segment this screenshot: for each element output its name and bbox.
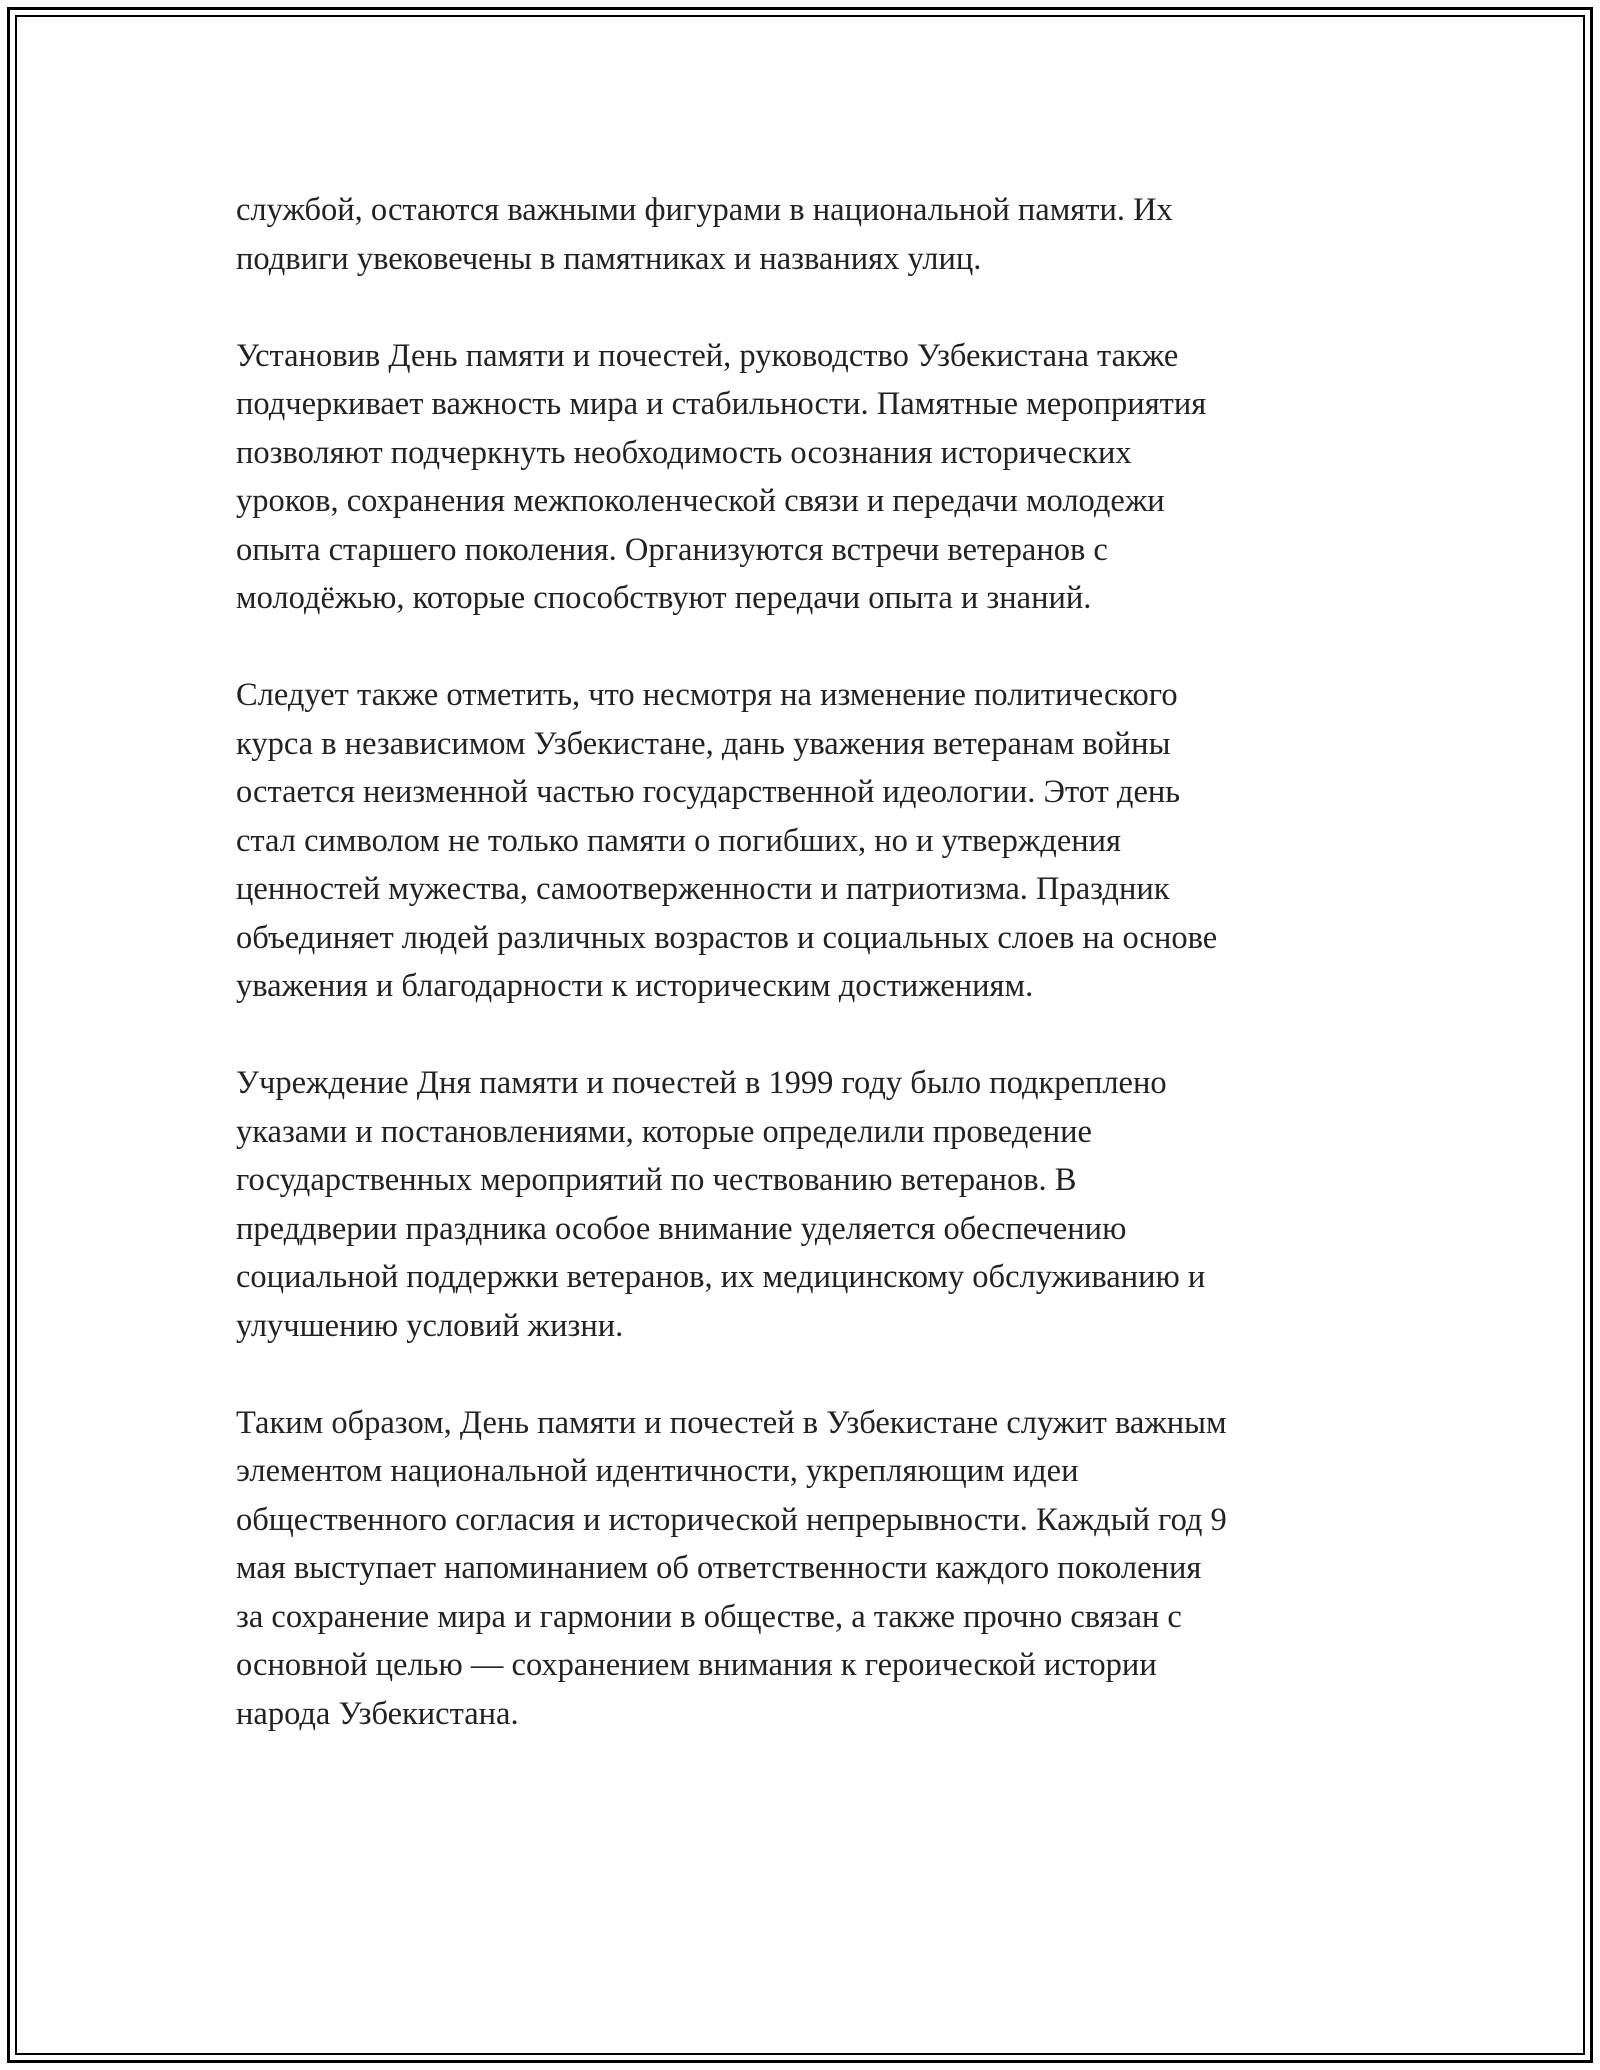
text-line: объединяет людей различных возрастов и социальных слоев на основе <box>236 919 1218 956</box>
text-line: курса в независимом Узбекистане, дань уважения ветеранам войны <box>236 725 1171 762</box>
paragraph-4 <box>236 1059 1386 1350</box>
paragraph-5 <box>236 1399 1386 1739</box>
text-line: элементом национальной идентичности, укрепляющим идеи <box>236 1453 1079 1489</box>
text-line: преддверии праздника особое внимание уделяется обеспечению <box>236 1210 1127 1247</box>
text-line: Учреждение Дня памяти и почестей в 1999 году было подкреплено <box>236 1065 1167 1101</box>
text-line: ценностей мужества, самоотверженности и патриотизма. Праздник <box>236 871 1170 907</box>
text-line: уроков, сохранения межпоколенческой связи и передачи молодежи <box>236 483 1165 519</box>
text-line: Установив День памяти и почестей, руководство Узбекистана также <box>236 337 1179 374</box>
text-line: основной целью — сохранением внимания к героической истории <box>236 1647 1157 1683</box>
paragraph-2 <box>236 332 1386 623</box>
text-line: уважения и благодарности к историческим достижениям. <box>236 968 1034 1004</box>
paragraph-1 <box>236 186 1386 283</box>
text-line: социальной поддержки ветеранов, их медицинскому обслуживанию и <box>236 1259 1206 1295</box>
text-line: общественного согласия и исторической непрерывности. Каждый год 9 <box>236 1501 1227 1538</box>
text-line: улучшению условий жизни. <box>236 1307 624 1344</box>
text-line: указами и постановлениями, которые определили проведение <box>236 1113 1092 1150</box>
text-line: мая выступает напоминанием об ответственности каждого поколения <box>236 1550 1202 1586</box>
text-line: подчеркивает важность мира и стабильности. Памятные мероприятия <box>236 386 1207 422</box>
text-line: подвиги увековечены в памятниках и названиях улиц. <box>236 240 982 277</box>
text-line: за сохранение мира и гармонии в обществе, а также прочно связан с <box>236 1598 1182 1635</box>
text-line: опыта старшего поколения. Организуются встречи ветеранов с <box>236 531 1108 568</box>
text-line: стал символом не только памяти о погибших, но и утверждения <box>236 822 1122 859</box>
text-line: Таким образом, День памяти и почестей в Узбекистане служит важным <box>236 1404 1227 1441</box>
text-line: службой, остаются важными фигурами в национальной памяти. Их <box>236 192 1173 228</box>
text-line: Следует также отметить, что несмотря на изменение политического <box>236 677 1178 713</box>
text-line: народа Узбекистана. <box>236 1695 519 1732</box>
text-line: молодёжью, которые способствуют передачи опыта и знаний. <box>236 580 1092 616</box>
document-body <box>236 186 1386 1787</box>
text-line: остается неизменной частью государственной идеологии. Этот день <box>236 774 1181 810</box>
text-line: государственных мероприятий по чествованию ветеранов. В <box>236 1162 1077 1198</box>
paragraph-3 <box>236 671 1386 1011</box>
text-line: позволяют подчеркнуть необходимость осознания исторических <box>236 434 1132 471</box>
